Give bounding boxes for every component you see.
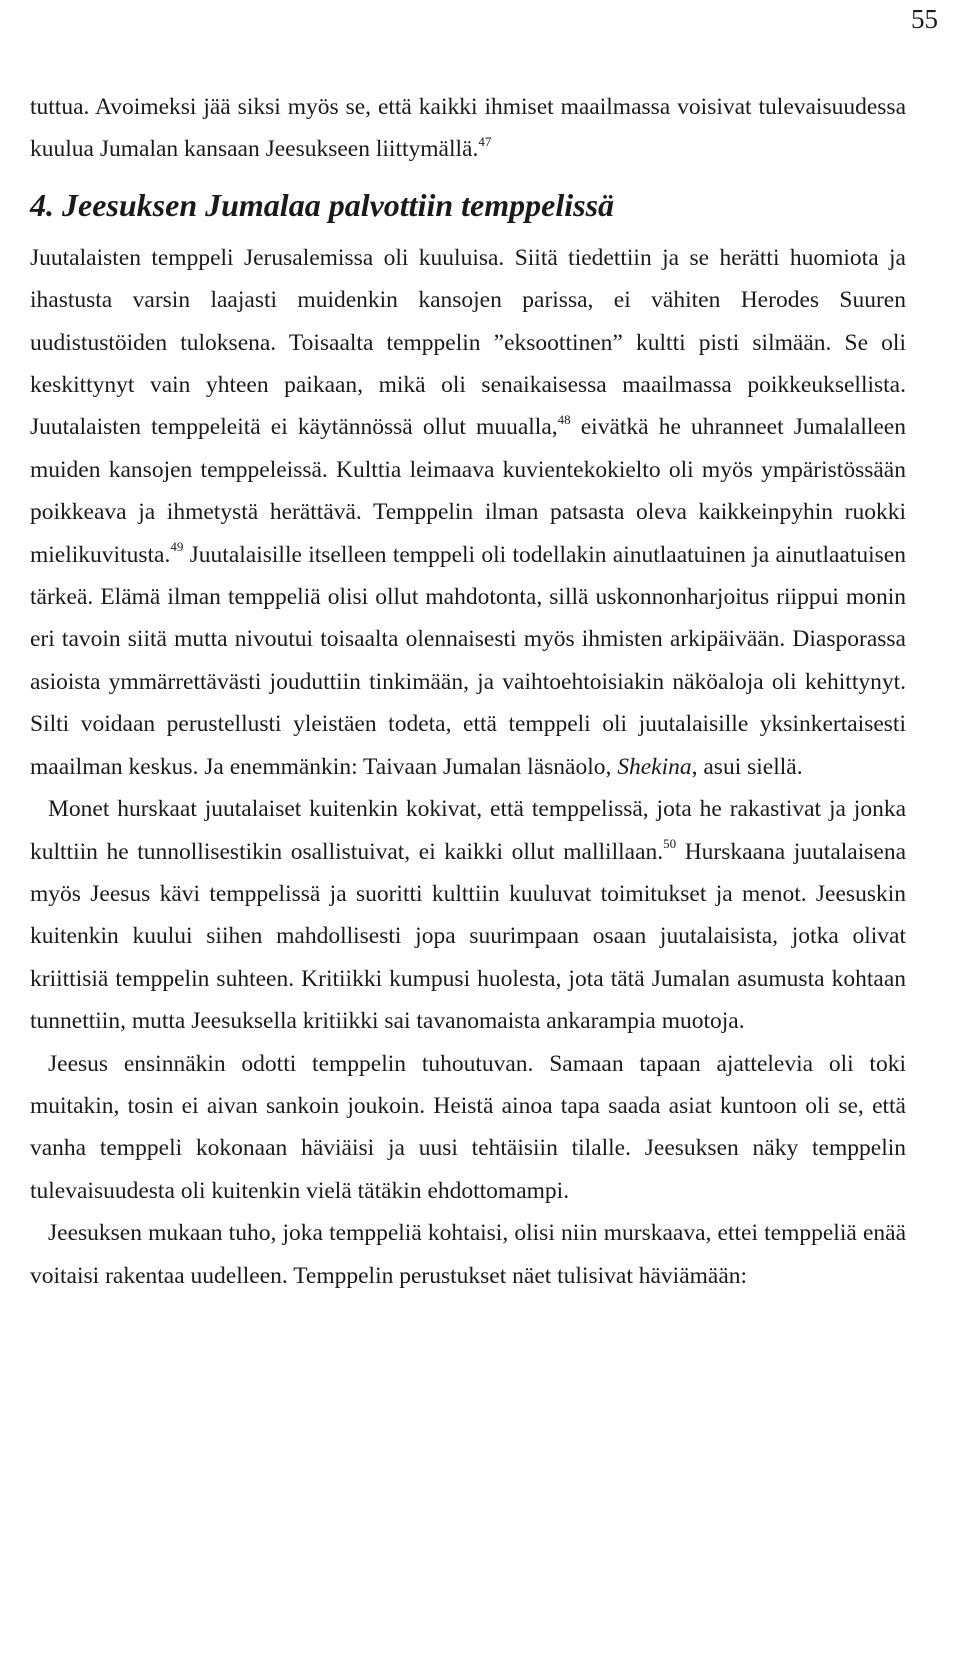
intro-paragraph [30, 86, 906, 171]
paragraph-1-text-b: eivätkä he uhranneet Jumalalleen muiden kansojen temppeleissä. Kulttia leimaava kuvientekokielto oli myös ympäristössään poikkeava ja ihmetystä herättävä. Temppelin ilman patsasta oleva kaikkeinpyhin ruokki mielikuvitusta. [30, 414, 906, 568]
paragraph-4: Jeesuksen mukaan tuho, joka temppeliä kohtaisi, olisi niin murskaava, ettei temppeliä enää voitaisi rakentaa uudelleen. Temppelin perustukset näet tulisivat häviämään: [30, 1220, 906, 1289]
paragraph-1 [30, 237, 906, 788]
footnote-ref-49[interactable]: 49 [170, 538, 184, 554]
paragraph-1-text-a: Juutalaisten temppeli Jerusalemissa oli kuuluisa. Siitä tiedettiin ja se herätti huomiota ja ihastusta varsin laajasti muidenkin kansojen parissa, ei vähiten Herodes Suuren uudistustöiden tuloksena. Toisaalta temppelin ”eksoottinen” kultti pisti silmään. Se oli keskittynyt vain yhteen paikaan, mikä oli senaikaisessa maailmassa poikkeuksellista. Juutalaisten temppeleitä ei käytännössä ollut muualla, [30, 244, 906, 441]
footnote-ref-47[interactable]: 47 [478, 133, 492, 149]
paragraph-2-text-b: Hurskaana juutalaisena myös Jeesus kävi temppelissä ja suoritti kulttiin kuuluvat toimitukset ja menot. Jeesuskin kuitenkin kuului siihen mahdollisesti jopa suurimpaan osaan juutalaisista, jotka olivat kriittisiä temppelin suhteen. Kritiikki kumpusi huolesta, jota tätä Jumalan asumusta kohtaan tunnettiin, mutta Jeesuksella kritiikki sai tavanomaista ankarampia muotoja. [30, 838, 906, 1035]
footnote-ref-50[interactable]: 50 [663, 835, 677, 851]
page-body [30, 86, 906, 1297]
paragraph-1-text-d: , asui siellä. [691, 753, 803, 780]
intro-text: tuttua. Avoimeksi jää siksi myös se, että kaikki ihmiset maailmassa voisivat tulevaisuudessa kuulua Jumalan kansaan Jeesukseen liittymällä. [30, 94, 906, 163]
paragraph-2-text-a: Monet hurskaat juutalaiset kuitenkin kokivat, että temppelissä, jota he rakastivat ja jonka kulttiin he tunnollisestikin osallistuivat, ei kaikki ollut mallillaan. [30, 796, 906, 865]
shekina-term: Shekina [617, 753, 692, 780]
paragraph-1-text-c: Juutalaisille itselleen temppeli oli todellakin ainutlaatuinen ja ainutlaatuisen tärkeä. Elämä ilman temppeliä olisi ollut mahdotonta, sillä uskonnonharjoitus riippui monin eri tavoin siitä mutta nivoutui toisaalta olennaisesti myös ihmisten arkipäivään. Diasporassa asioista ymmärrettävästi jouduttiin tinkimään, ja vaihtoehtoisiakin näköaloja oli kehittynyt. Silti voidaan perustellusti yleistäen todeta, että temppeli oli juutalaisille yksinkertaisesti maailman keskus. Ja enemmänkin: Taivaan Jumalan läsnäolo, [30, 541, 906, 780]
paragraph-2 [30, 788, 906, 1042]
section-heading: 4. Jeesuksen Jumalaa palvottiin temppelissä [30, 186, 615, 223]
page-number: 55 [911, 4, 938, 34]
paragraph-3: Jeesus ensinnäkin odotti temppelin tuhoutuvan. Samaan tapaan ajattelevia oli toki muitakin, tosin ei aivan sankoin joukoin. Heistä ainoa tapa saada asiat kuntoon oli se, että vanha temppeli kokonaan häviäisi ja uusi tehtäisiin tilalle. Jeesuksen näky temppelin tulevaisuudesta oli kuitenkin vielä tätäkin ehdottomampi. [30, 1050, 906, 1204]
footnote-ref-48[interactable]: 48 [557, 411, 571, 427]
